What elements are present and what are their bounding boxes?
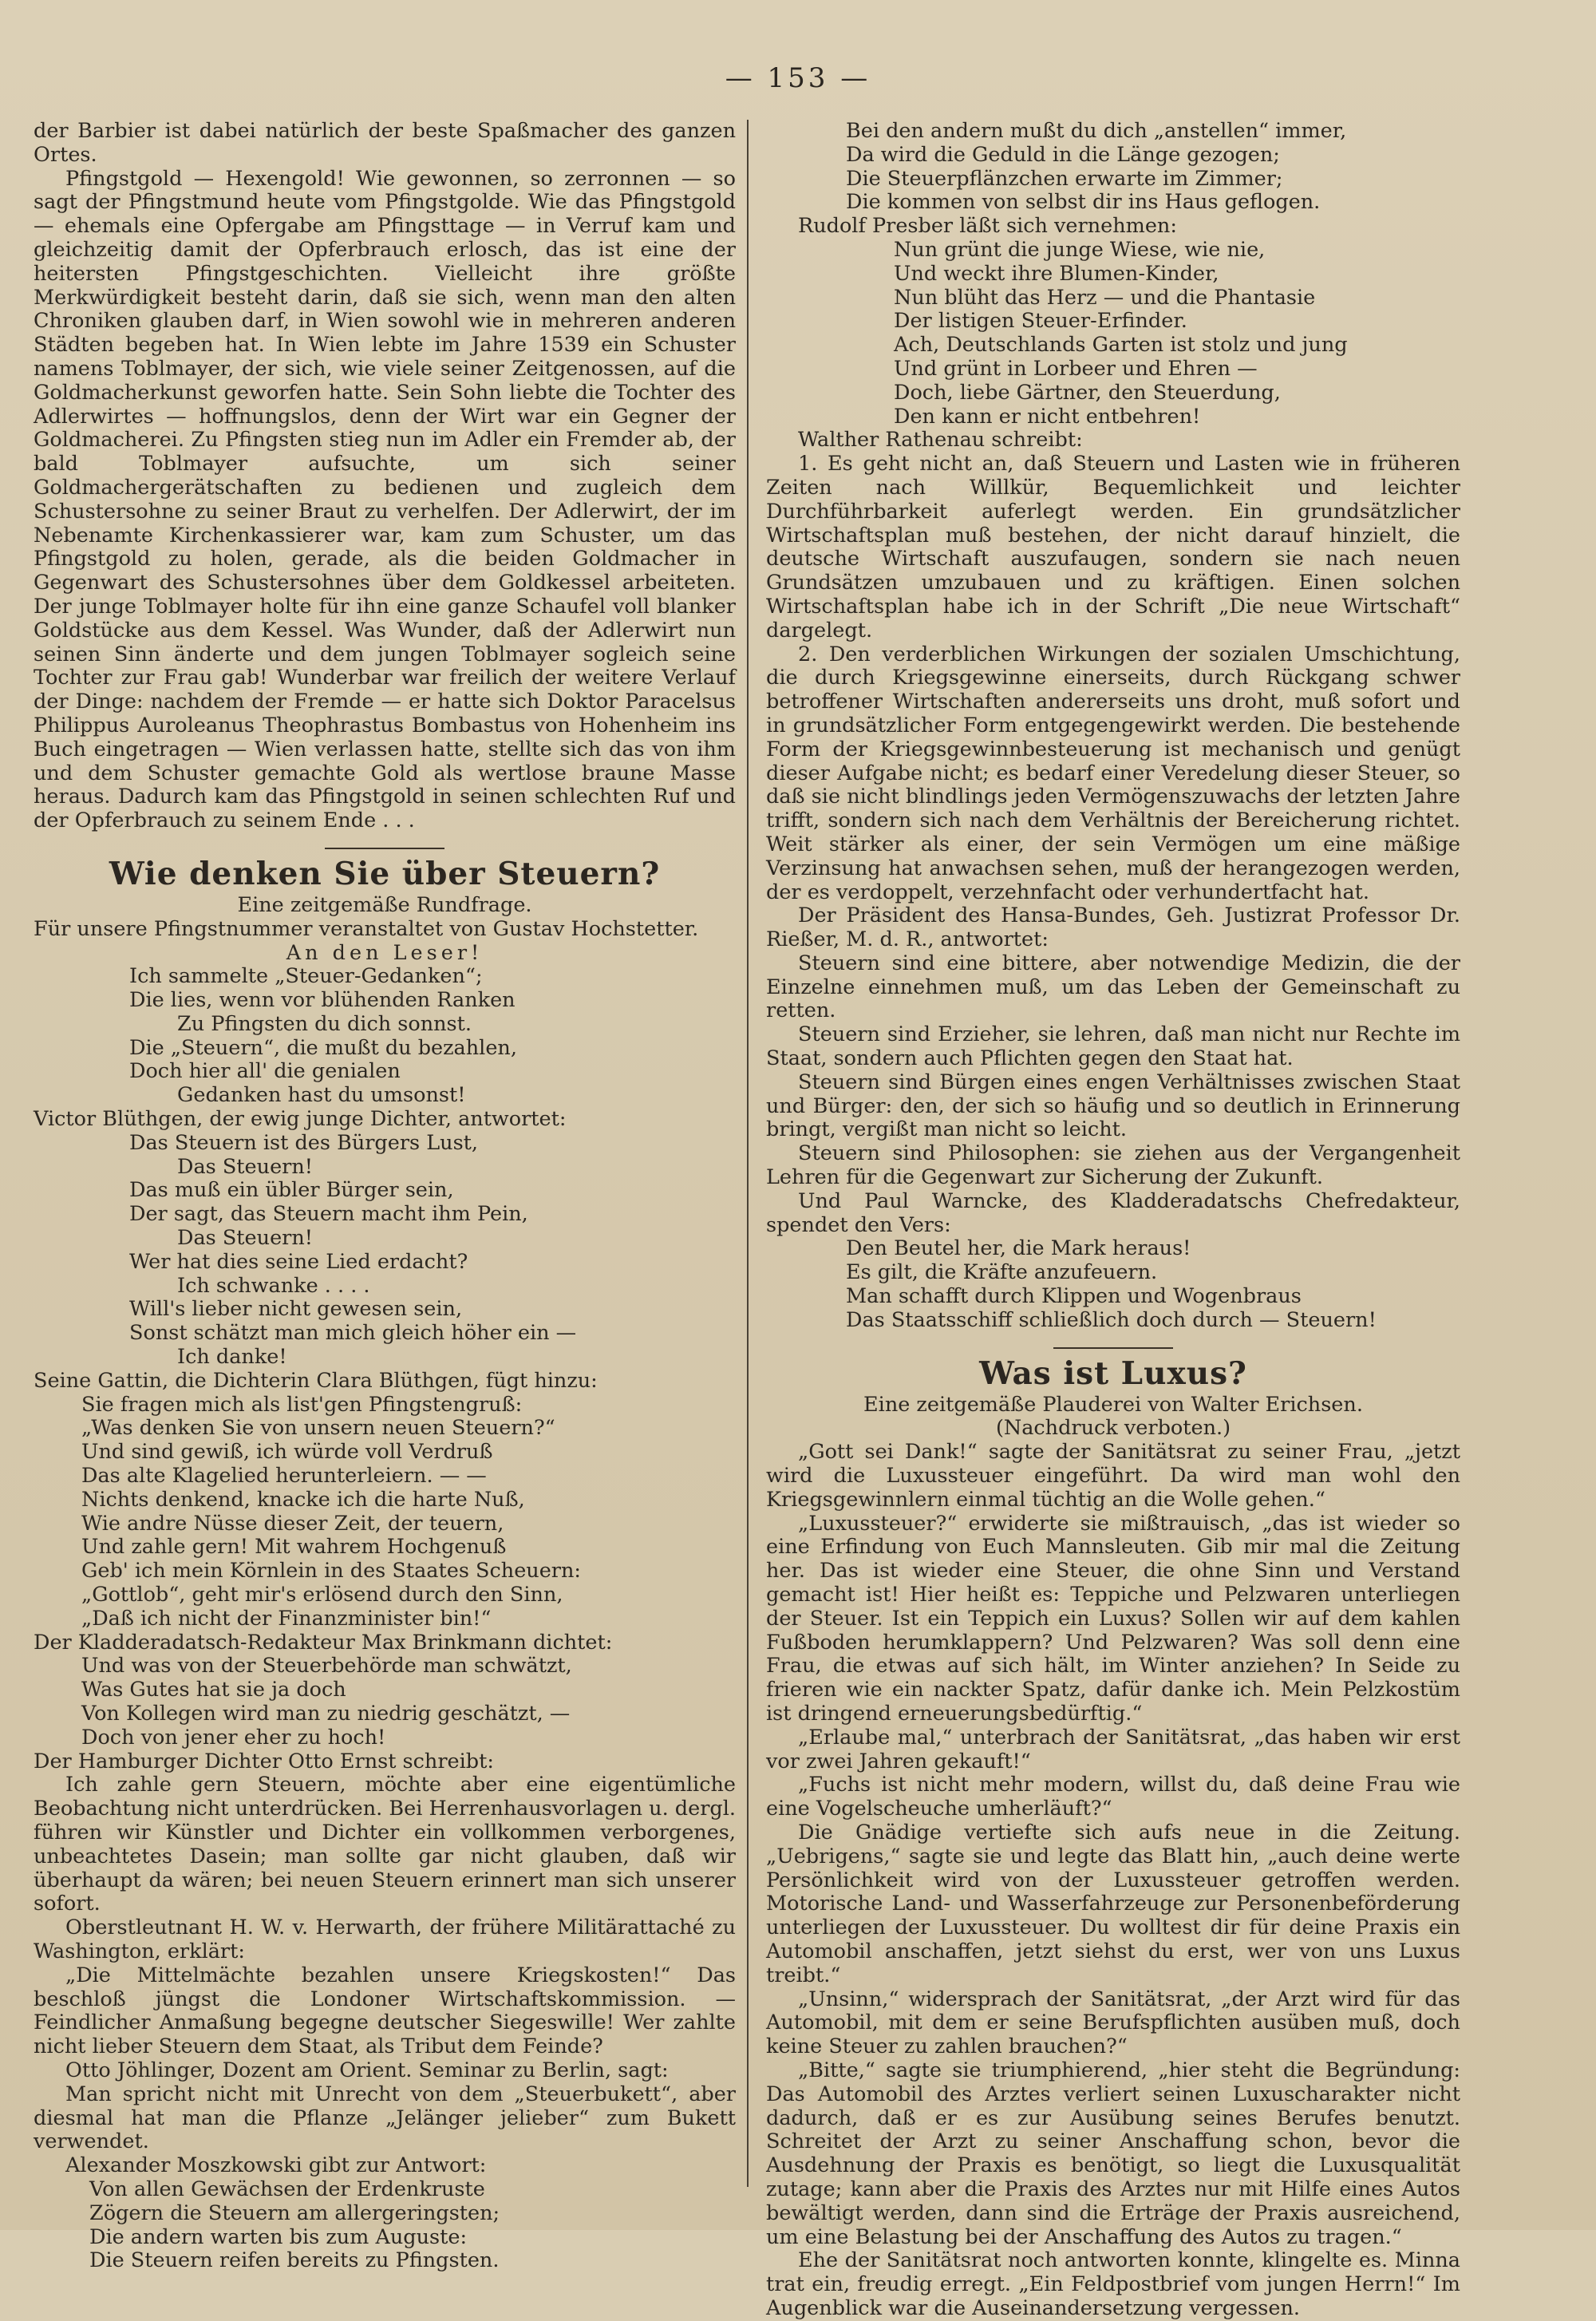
warncke-intro: Und Paul Warncke, des Kladderadatschs Chefredakteur, spendet den Vers: xyxy=(766,1188,1460,1237)
verse-line: Und was von der Steuerbehörde man schwätzt, xyxy=(81,1654,572,1678)
verse-line: Die „Steuern“, die mußt du bezahlen, xyxy=(129,1035,517,1060)
verse-line: Nun blüht das Herz — und die Phantasie xyxy=(894,285,1316,310)
story-paragraph: Die Gnädige vertiefte sich aufs neue in die Zeitung. „Uebrigens,“ sagte sie und legte das Blatt hin, „auch deine werte Persönlichkeit wird von der Luxussteuer getroffen werden. Motorische Land- und Wasserfahrzeuge zur Personenbeförderung unterliegen der Luxussteuer. Du wolltest dir für deine Praxis ein Automobil anschaffen, jetzt siehst du erst, wer von uns Luxus treibt.“ xyxy=(766,1820,1460,1987)
story-paragraph: „Gott sei Dank!“ sagte der Sanitätsrat zu seiner Frau, „jetzt wird die Luxussteuer eingeführt. Da wird man wohl den Kriegsgewinnlern einmal tüchtig an die Wolle gehen.“ xyxy=(766,1440,1460,1512)
page-number: — 153 — xyxy=(725,62,871,94)
story-paragraph: Ehe der Sanitätsrat noch antworten konnte, klingelte es. Minna trat ein, freudig erregt. „Ein Feldpostbrief vom jungen Herrn!“ Im Augenblick war die Auseinandersetzung vergessen. xyxy=(766,2248,1460,2320)
verse-line: Da wird die Geduld in die Länge gezogen; xyxy=(846,142,1280,167)
verse-line: Das Steuern ist des Bürgers Lust, xyxy=(129,1130,479,1155)
pfingstgold-paragraph: Pfingstgold — Hexengold! Wie gewonnen, so zerronnen — so sagt der Pfingstmund heute vom Pfingstgolde. Wie das Pfingstgold — ehemals eine Opfergabe am Pfingsttage — in Verruf kam und gleichzeitig damit der Opferbrauch erlosch, das ist eine der heitersten Pfingstgeschichten. Vielleicht ihre größte Merkwürdigkeit besteht darin, daß sie sich, wenn man den alten Chroniken glauben darf, in Wien sowohl wie in mehreren anderen Städten begeben hat. In Wien lebte im Jahre 1539 ein Schuster namens Toblmayer, der sich, wie viele seiner Zeitgenossen, auf die Goldmacherkunst geworfen hatte. Sein Sohn liebte die Tochter des Adlerwirtes — hoffnungslos, denn der Wirt war ein Gegner der Goldmacherei. Zu Pfingsten stieg nun im Adler ein Fremder ab, der bald Toblmayer aufsuchte, um sich seiner Goldmachergerätschaften zu bedienen und zugleich dem Schustersohne zu seiner Braut zu verhelfen. Der Adlerwirt, der im Nebenamte Kirchenkassierer war, kam zum Schuster, um das Pfingstgold zu holen, gerade, als die beiden Goldmacher in Gegenwart des Schustersohnes über dem Goldkessel arbeiteten. Der junge Toblmayer holte für ihn eine ganze Schaufel voll blanker Goldstücke aus dem Kessel. Was Wunder, daß der Adlerwirt nun seinen Sinn änderte und dem jungen Toblmayer sogleich seine Tochter zur Frau gab! Wunderbar war freilich der weitere Verlauf der Dinge: nachdem der Fremde — er hatte sich Doktor Paracelsus Philippus Auroleanus Theophrastus Bombastus von Hohenheim ins Buch eingetragen — Wien verlassen hatte, stellte sich das von ihm und dem Schuster gemachte Gold als wertlose braune Masse heraus. Dadurch kam das Pfingstgold in seinen schlechten Ruf und der Opferbrauch zu seinem Ende . . . xyxy=(34,166,736,833)
nachdruck-note: (Nachdruck verboten.) xyxy=(995,1416,1231,1441)
joehlinger-text: Man spricht nicht mit Unrecht von dem „Steuerbukett“, aber diesmal hat man die Pflanze „Jelänger jelieber“ zum Bukett verwendet. xyxy=(34,2082,736,2154)
verse-line: Sonst schätzt man mich gleich höher ein — xyxy=(129,1321,577,1346)
story-paragraph: „Unsinn,“ widersprach der Sanitätsrat, „der Arzt wird für das Automobil, mit dem er seine Berufspflichten ausüben muß, doch keine Steuer zu zahlen brauchen?“ xyxy=(766,1987,1460,2059)
poem-leser xyxy=(129,965,736,1108)
verse-line: Man schafft durch Klippen und Wogenbraus xyxy=(846,1284,1302,1309)
verse-line: Wie andre Nüsse dieser Zeit, der teuern, xyxy=(81,1511,504,1536)
verse-line: Doch, liebe Gärtner, den Steuerdung, xyxy=(894,380,1281,405)
poem-clara xyxy=(81,1394,736,1631)
riesser-4: Steuern sind Philosophen: sie ziehen aus der Vergangenheit Lehren für die Gegenwart zur Sicherung der Zukunft. xyxy=(766,1141,1460,1190)
verse-line: Bei den andern mußt du dich „anstellen“ immer, xyxy=(846,119,1347,143)
barbier-paragraph: der Barbier ist dabei natürlich der beste Spaßmacher des ganzen Ortes. xyxy=(34,119,736,167)
verse-line: Zögern die Steuern am allergeringsten; xyxy=(89,2200,500,2225)
poem-moszkowski-cont xyxy=(846,120,1460,215)
column-divider xyxy=(747,120,749,2187)
verse-line: Von allen Gewächsen der Erdenkruste xyxy=(89,2177,485,2201)
an-den-leser: An den Leser! xyxy=(286,940,484,965)
verse-line: „Daß ich nicht der Finanzminister bin!“ xyxy=(81,1606,492,1631)
right-column xyxy=(766,119,1460,2320)
rathenau-point-1: 1. Es geht nicht an, daß Steuern und Lasten wie in früheren Zeiten nach Willkür, Bequemlichkeit und leichter Durchführbarkeit auferlegt werden. Ein grundsätzlicher Wirtschaftsplan muß bestehen, der nicht darauf hinzielt, die deutsche Wirtschaft auszufaugen, sondern sie nach neuen Grundsätzen umzubauen und zu kräftigen. Einen solchen Wirtschaftsplan habe ich in der Schrift „Die neue Wirtschaft“ dargelegt. xyxy=(766,452,1460,643)
verse-line: Und weckt ihre Blumen-Kinder, xyxy=(894,261,1219,286)
presber-intro: Rudolf Presber läßt sich vernehmen: xyxy=(798,214,1177,239)
riesser-3: Steuern sind Bürgen eines engen Verhältnisses zwischen Staat und Bürger: den, der sich so häufig und so deutlich in Erinnerung bringt, vergißt man nicht so leicht. xyxy=(766,1070,1460,1142)
verse-line: Und zahle gern! Mit wahrem Hochgenuß xyxy=(81,1535,507,1560)
clara-intro: Seine Gattin, die Dichterin Clara Blüthgen, fügt hinzu: xyxy=(34,1368,598,1393)
bluethgen-intro: Victor Blüthgen, der ewig junge Dichter, antwortet: xyxy=(34,1107,567,1132)
poem-moszkowski xyxy=(89,2178,736,2273)
ernst-text: Ich zahle gern Steuern, möchte aber eine eigentümliche Beobachtung nicht unterdrücken. Bei Herrenhausvorlagen u. dergl. führen wir Künstler und Dichter ein vollkommen verborgenes, unbeachtetes Dasein; man sollte gar nicht glauben, daß wir überhaupt da wären; bei neuen Steuern erinnert man sich unserer sofort. xyxy=(34,1773,736,1916)
verse-line: Ich schwanke . . . . xyxy=(177,1273,370,1298)
poem-warncke xyxy=(846,1237,1460,1332)
verse-line: „Was denken Sie von unsern neuen Steuern?“ xyxy=(81,1416,555,1441)
verse-line: Das Steuern! xyxy=(177,1154,314,1179)
verse-line: Ich sammelte „Steuer-Gedanken“; xyxy=(129,964,483,989)
verse-line: Es gilt, die Kräfte anzufeuern. xyxy=(846,1260,1158,1285)
verse-line: Der sagt, das Steuern macht ihm Pein, xyxy=(129,1202,528,1227)
moszkowski-intro: Alexander Moszkowski gibt zur Antwort: xyxy=(65,2153,487,2178)
riesser-intro: Der Präsident des Hansa-Bundes, Geh. Justizrat Professor Dr. Rießer, M. d. R., antwortet: xyxy=(766,903,1460,952)
poem-presber xyxy=(894,239,1460,429)
luxus-heading: Was ist Luxus? xyxy=(979,1354,1247,1392)
section-divider xyxy=(325,848,444,849)
verse-line: Nun grünt die junge Wiese, wie nie, xyxy=(894,237,1266,262)
rathenau-point-2: 2. Den verderblichen Wirkungen der sozialen Umschichtung, die durch Kriegsgewinne einerseits, durch Rückgang schwer betroffener Wirtschaften andererseits uns droht, muß sofort und in grundsätzlicher Form entgegengewirkt werden. Die bestehende Form der Kriegsgewinnbesteuerung ist mechanisch und genügt dieser Aufgabe nicht; es bedarf einer Veredelung dieser Steuer, so daß sie nicht blindlings jeden Vermögenszuwachs der letzten Jahre trifft, sondern sich nach dem Verhältnis der Bereicherung richtet. Weit stärker als einer, der sein Vermögen um eine mäßige Verzinsung hat anwachsen sehen, muß der herangezogen werden, der es verdoppelt, verzehnfacht oder verhundertfacht hat. xyxy=(766,642,1460,904)
verse-line: Nichts denkend, knacke ich die harte Nuß, xyxy=(81,1487,525,1512)
verse-line: Und sind gewiß, ich würde voll Verdruß xyxy=(81,1440,493,1465)
verse-line: Das Steuern! xyxy=(177,1226,314,1251)
verse-line: Sie fragen mich als list'gen Pfingstengruß: xyxy=(81,1392,523,1417)
steuern-subheading: Eine zeitgemäße Rundfrage. xyxy=(237,892,532,917)
rathenau-intro: Walther Rathenau schreibt: xyxy=(798,428,1083,453)
verse-line: Die kommen von selbst dir ins Haus geflogen. xyxy=(846,190,1321,215)
verse-line: Die andern warten bis zum Auguste: xyxy=(89,2224,468,2249)
section-divider xyxy=(1053,1347,1173,1349)
story-paragraph: „Fuchs ist nicht mehr modern, willst du, daß deine Frau wie eine Vogelscheuche umherläuft?“ xyxy=(766,1773,1460,1821)
poem-bluethgen xyxy=(129,1132,736,1370)
herwarth-intro: Oberstleutnant H. W. v. Herwarth, der frühere Militärattaché zu Washington, erklärt: xyxy=(34,1916,736,1963)
verse-line: Ich danke! xyxy=(177,1345,287,1370)
verse-line: Das alte Klagelied herunterleiern. — — xyxy=(81,1464,487,1489)
verse-line: Geb' ich mein Körnlein in des Staates Scheuern: xyxy=(81,1559,582,1584)
verse-line: Doch hier all' die genialen xyxy=(129,1059,401,1084)
story-paragraph: „Luxussteuer?“ erwiderte sie mißtrauisch, „das ist wieder so eine Erfindung von Euch Mannsleuten. Gib mir mal die Zeitung her. Das ist wieder eine Steuer, die ohne Sinn und Verstand gemacht ist! Hier heißt es: Teppiche und Pelzwaren unterliegen der Steuer. Ist ein Teppich ein Luxus? Sollen wir auf dem kahlen Fußboden herumklappern? Und Pelzwaren? Was soll denn eine Frau, die etwas auf sich hält, im Winter anziehen? In Seide zu frieren wie ein nackter Spatz, dafür danke ich. Mein Pelzkostüm ist dringend erneuerungsbedürftig.“ xyxy=(766,1511,1460,1726)
ernst-intro: Der Hamburger Dichter Otto Ernst schreibt: xyxy=(34,1749,494,1773)
verse-line: Das Staatsschiff schließlich doch durch — Steuern! xyxy=(846,1307,1377,1332)
verse-line: Wer hat dies seine Lied erdacht? xyxy=(129,1249,468,1274)
verse-line: „Gottlob“, geht mir's erlösend durch den Sinn, xyxy=(81,1583,563,1607)
verse-line: Was Gutes hat sie ja doch xyxy=(81,1678,346,1702)
verse-line: Der listigen Steuer-Erfinder. xyxy=(894,309,1187,334)
story-paragraph: „Erlaube mal,“ unterbrach der Sanitätsrat, „das haben wir erst vor zwei Jahren gekauft!“ xyxy=(766,1725,1460,1773)
verse-line: Und grünt in Lorbeer und Ehren — xyxy=(894,356,1258,381)
verse-line: Die lies, wenn vor blühenden Ranken xyxy=(129,988,516,1013)
brinkmann-intro: Der Kladderadatsch-Redakteur Max Brinkmann dichtet: xyxy=(34,1630,613,1655)
verse-line: Gedanken hast du umsonst! xyxy=(177,1083,466,1108)
joehlinger-intro: Otto Jöhlinger, Dozent am Orient. Seminar zu Berlin, sagt: xyxy=(65,2058,669,2082)
verse-line: Die Steuern reifen bereits zu Pfingsten. xyxy=(89,2248,500,2273)
riesser-2: Steuern sind Erzieher, sie lehren, daß man nicht nur Rechte im Staat, sondern auch Pflichten gegen den Staat hat. xyxy=(766,1022,1460,1071)
steuern-heading: Wie denken Sie über Steuern? xyxy=(109,855,661,892)
poem-brinkmann xyxy=(81,1655,736,1750)
organizer-line: Für unsere Pfingstnummer veranstaltet von Gustav Hochstetter. xyxy=(34,916,699,941)
verse-line: Das muß ein übler Bürger sein, xyxy=(129,1178,454,1203)
verse-line: Ach, Deutschlands Garten ist stolz und jung xyxy=(894,333,1348,358)
verse-line: Doch von jener eher zu hoch! xyxy=(81,1725,386,1750)
luxus-subheading: Eine zeitgemäße Plauderei von Walter Erichsen. xyxy=(863,1392,1363,1417)
verse-line: Von Kollegen wird man zu niedrig geschätzt, — xyxy=(81,1702,571,1726)
left-column xyxy=(34,119,736,2273)
story-paragraph: „Bitte,“ sagte sie triumphierend, „hier steht die Begründung: Das Automobil des Arztes verliert seinen Luxuscharakter nicht dadurch, daß er es zur Ausübung seines Berufes benutzt. Schreitet der Arzt zu seiner Anschaffung schon, bevor die Ausdehnung der Praxis es benötigt, so liegt die Luxusqualität zutage; kann aber die Praxis des Arztes nur mit Hilfe eines Autos bewältigt werden, dann sind die Erträge der Praxis ausreichend, um eine Belastung bei der Anschaffung des Autos zu tragen.“ xyxy=(766,2058,1460,2249)
verse-line: Den Beutel her, die Mark heraus! xyxy=(846,1236,1191,1261)
verse-line: Will's lieber nicht gewesen sein, xyxy=(129,1297,463,1322)
verse-line: Zu Pfingsten du dich sonnst. xyxy=(177,1011,472,1036)
riesser-1: Steuern sind eine bittere, aber notwendige Medizin, die der Einzelne einnehmen muß, um das Leben der Gemeinschaft zu retten. xyxy=(766,951,1460,1023)
herwarth-text: „Die Mittelmächte bezahlen unsere Kriegskosten!“ Das beschloß jüngst die Londoner Wirtschaftskommission. — Feindlicher Anmaßung begegne deutscher Siegeswille! Wer zahlte nicht lieber Steuern dem Staat, als Tribut dem Feinde? xyxy=(34,1963,736,2059)
verse-line: Den kann er nicht entbehren! xyxy=(894,404,1201,429)
verse-line: Die Steuerpflänzchen erwarte im Zimmer; xyxy=(846,166,1283,191)
